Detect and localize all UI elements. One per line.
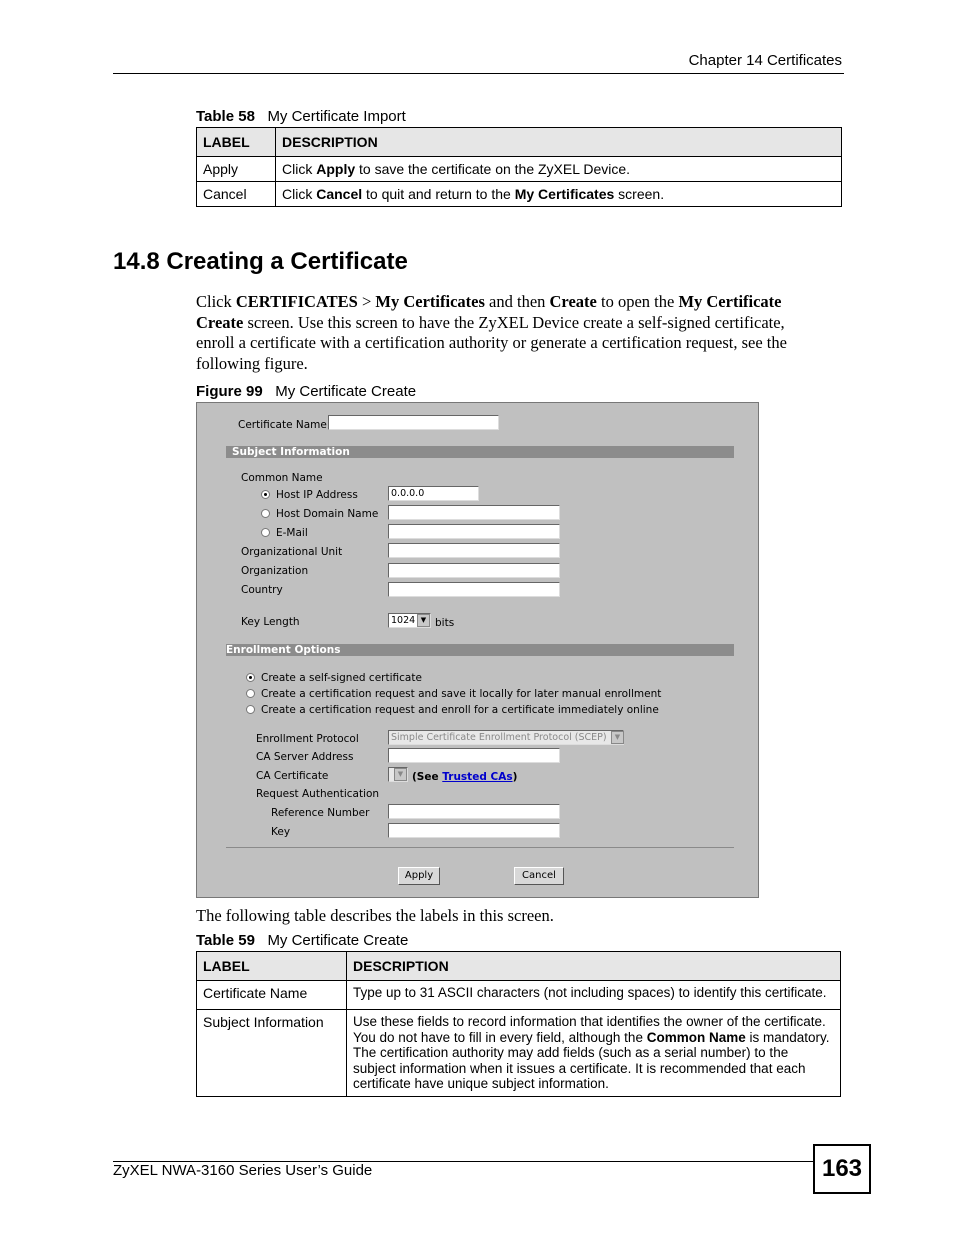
after-figure-text: The following table describes the labels in this screen. [196, 906, 554, 925]
enrollment-options-bar: Enrollment Options [226, 644, 734, 656]
table-row [197, 157, 842, 182]
table58-caption-title: My Certificate Import [267, 108, 406, 125]
ca-certificate-label: CA Certificate [256, 770, 329, 782]
ca-server-address-label: CA Server Address [256, 751, 354, 763]
see-trusted-cas: (See Trusted CAs) [412, 771, 518, 783]
host-ip-label: Host IP Address [276, 489, 358, 501]
bits-label: bits [435, 617, 455, 629]
enrollment-protocol-value: Simple Certificate Enrollment Protocol (SCEP) [391, 732, 607, 743]
certificate-name-label: Certificate Name [238, 419, 327, 431]
request-online-label: Create a certification request and enroll for a certificate immediately online [261, 704, 659, 716]
table59-cell-label: Subject Information [197, 1010, 347, 1097]
table58 [196, 127, 842, 207]
email-radio[interactable] [261, 528, 270, 537]
section-paragraph: Click CERTIFICATES > My Certificates and then Create to open the My Certificate Create screen. Use this screen to have the ZyXEL Device create a self-signed certificate, enroll a certificate with a certification authority or generate a certification request, see the following figure. [196, 292, 787, 373]
table59-caption-title: My Certificate Create [267, 932, 409, 949]
self-signed-label: Create a self-signed certificate [261, 672, 422, 684]
page-number: 163 [813, 1144, 871, 1194]
table58-header-description: DESCRIPTION [276, 128, 842, 157]
header-rule [113, 73, 844, 74]
organizational-unit-input[interactable] [388, 543, 560, 558]
table-row [197, 1010, 841, 1097]
chevron-down-icon[interactable]: ▼ [417, 614, 430, 627]
key-label: Key [271, 826, 291, 838]
chapter-header: Chapter 14 Certificates [688, 52, 842, 69]
table58-header-label: LABEL [197, 128, 276, 157]
figure-caption-title: My Certificate Create [275, 383, 417, 400]
table59-cell-description: Use these fields to record information that identifies the owner of the certificate. You do not have to fill in every field, although the Common Name is mandatory. The certification authority may add fields (such as a serial number) to the subject information when it issues a certificate. It is recommended that each certificate have unique subject information. [347, 1010, 841, 1097]
figure-caption-number: Figure 99 [196, 383, 263, 400]
organization-label: Organization [241, 565, 309, 577]
organizational-unit-label: Organizational Unit [241, 546, 343, 558]
request-online-radio[interactable] [246, 705, 255, 714]
footer-guide-title: ZyXEL NWA-3160 Series User’s Guide [113, 1162, 373, 1179]
self-signed-radio[interactable] [246, 673, 255, 682]
organization-input[interactable] [388, 563, 560, 578]
table58-cell-label: Apply [197, 157, 276, 182]
host-domain-input[interactable] [388, 505, 560, 520]
reference-number-input[interactable] [388, 804, 560, 819]
table-row [197, 182, 842, 207]
ca-server-address-input[interactable] [388, 748, 560, 763]
apply-button[interactable]: Apply [398, 867, 440, 885]
key-length-value: 1024 [391, 615, 416, 626]
figure-caption [196, 383, 416, 400]
table-row [197, 981, 841, 1010]
request-local-radio[interactable] [246, 689, 255, 698]
certificate-create-screen [196, 402, 759, 898]
enrollment-protocol-select[interactable] [388, 730, 624, 745]
table59-caption-number: Table 59 [196, 932, 255, 949]
request-authentication-label: Request Authentication [256, 788, 380, 800]
email-input[interactable] [388, 524, 560, 539]
divider [226, 847, 734, 848]
country-input[interactable] [388, 582, 560, 597]
trusted-cas-link[interactable]: Trusted CAs [442, 771, 513, 783]
reference-number-label: Reference Number [271, 807, 370, 819]
request-local-label: Create a certification request and save it locally for later manual enrollment [261, 688, 662, 700]
host-ip-radio[interactable] [261, 490, 270, 499]
table58-cell-description: Click Cancel to quit and return to the My Certificates screen. [276, 182, 842, 207]
table59-cell-description: Type up to 31 ASCII characters (not including spaces) to identify this certificate. [347, 981, 841, 1010]
certificate-name-input[interactable] [328, 415, 499, 430]
key-input[interactable] [388, 823, 560, 838]
table58-cell-description: Click Apply to save the certificate on the ZyXEL Device. [276, 157, 842, 182]
table59 [196, 951, 841, 1097]
enrollment-protocol-label: Enrollment Protocol [256, 733, 359, 745]
table59-header-description: DESCRIPTION [347, 952, 841, 981]
table58-caption [196, 108, 406, 125]
table58-caption-number: Table 58 [196, 108, 255, 125]
host-domain-label: Host Domain Name [276, 508, 379, 520]
table58-cell-label: Cancel [197, 182, 276, 207]
common-name-label: Common Name [241, 472, 323, 484]
section-title: 14.8 Creating a Certificate [113, 248, 408, 275]
table59-caption [196, 932, 408, 949]
cancel-button[interactable]: Cancel [514, 867, 564, 885]
subject-information-bar: Subject Information [226, 446, 734, 458]
chevron-down-icon[interactable]: ▼ [394, 768, 407, 781]
table59-cell-label: Certificate Name [197, 981, 347, 1010]
host-ip-input[interactable]: 0.0.0.0 [388, 486, 479, 501]
key-length-label: Key Length [241, 616, 300, 628]
table59-header-label: LABEL [197, 952, 347, 981]
chevron-down-icon[interactable]: ▼ [611, 731, 624, 744]
country-label: Country [241, 584, 283, 596]
host-domain-radio[interactable] [261, 509, 270, 518]
email-label: E-Mail [276, 527, 308, 539]
